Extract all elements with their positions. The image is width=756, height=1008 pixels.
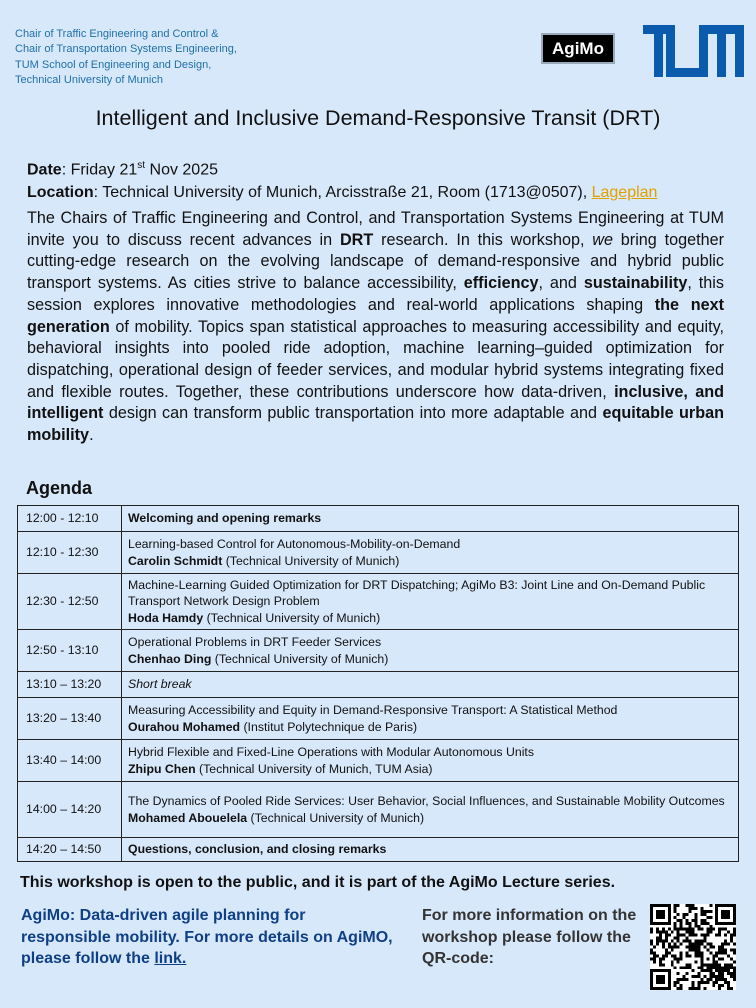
- date-line: [27, 154, 657, 181]
- agenda-session: [122, 782, 739, 838]
- agenda-table: [17, 505, 739, 862]
- intro-segment: , and: [538, 274, 584, 293]
- speaker-name: Zhipu Chen: [128, 761, 196, 776]
- talk-title: Operational Problems in DRT Feeder Services: [128, 635, 382, 649]
- date-value: : Friday 21: [61, 161, 138, 179]
- tum-logo-shape: [643, 25, 744, 77]
- intro-segment: equitable urban mobility: [27, 404, 724, 445]
- agenda-row: [18, 782, 739, 838]
- agenda-session: [122, 740, 739, 782]
- chair-line: Technical University of Munich: [15, 73, 163, 86]
- intro-paragraph: [27, 208, 724, 447]
- agenda-session: [122, 574, 739, 630]
- agenda-row: [18, 740, 739, 782]
- intro-segment: sustainability: [583, 274, 688, 293]
- session-title: Welcoming and opening remarks: [128, 511, 322, 526]
- intro-segment: design can transform public transportation into more adaptable and: [103, 404, 603, 423]
- speaker-line: [128, 719, 732, 736]
- intro-segment: , this session explores innovative methodologies and real-world applications shaping: [27, 274, 724, 314]
- agenda-row: [18, 506, 739, 532]
- intro-segment: of mobility. Topics span statistical approaches to measuring accessibility and equity, behavioral insights into pooled ride adoption, machine learning–guided optimization for dispatching, operational design of feeder services, and modular hybrid systems integrating fixed and flexible routes. Together, these contributions underscore how data-driven,: [27, 317, 724, 401]
- date-label: Date: [27, 161, 62, 179]
- speaker-name: Hoda Hamdy: [128, 610, 204, 625]
- agenda-session: [122, 672, 739, 698]
- intro-segment: .: [89, 426, 94, 445]
- speaker-affiliation: (Technical University of Munich): [247, 810, 425, 825]
- talk-title: Measuring Accessibility and Equity in Demand-Responsive Transport: A Statistical Method: [128, 703, 618, 717]
- speaker-affiliation: (Technical University of Munich): [203, 610, 381, 625]
- intro-segment: DRT: [339, 230, 374, 249]
- intro-segment: The Chairs of Traffic Engineering and Control, and Transportation Systems Engineering at TUM invite you to discuss recent advances in: [27, 209, 724, 249]
- agenda-time: 12:10 - 12:30: [18, 532, 122, 574]
- qr-code[interactable]: [650, 904, 736, 990]
- agenda-time: 14:00 – 14:20: [18, 782, 122, 838]
- agenda-row: [18, 698, 739, 740]
- talk-title: Machine-Learning Guided Optimization for DRT Dispatching; AgiMo B3: Joint Line and On-Demand Public Transport Network Design Problem: [128, 577, 706, 609]
- speaker-name: Carolin Schmidt: [128, 553, 223, 568]
- chair-line: Chair of Transportation Systems Engineering,: [15, 43, 237, 56]
- agenda-session: [122, 532, 739, 574]
- speaker-affiliation: (Institut Polytechnique de Paris): [240, 719, 418, 734]
- agenda-session: [122, 838, 739, 862]
- speaker-line: [128, 651, 732, 668]
- speaker-line: [128, 553, 732, 570]
- agenda-time: 13:40 – 14:00: [18, 740, 122, 782]
- agenda-time: 12:00 - 12:10: [18, 506, 122, 532]
- talk-title: Hybrid Flexible and Fixed-Line Operations with Modular Autonomous Units: [128, 745, 534, 759]
- speaker-affiliation: (Technical University of Munich, TUM Asia): [195, 761, 433, 776]
- agenda-session: [122, 630, 739, 672]
- public-note: This workshop is open to the public, and it is part of the AgiMo Lecture series.: [20, 874, 616, 891]
- agenda-row: [18, 838, 739, 862]
- intro-segment: we: [592, 230, 613, 249]
- agenda-heading: Agenda: [26, 478, 93, 498]
- agenda-row: [18, 532, 739, 574]
- intro-segment: efficiency: [463, 274, 539, 293]
- speaker-name: Chenhao Ding: [128, 651, 212, 666]
- agenda-session: [122, 506, 739, 532]
- speaker-line: [128, 761, 732, 778]
- agenda-session: [122, 698, 739, 740]
- speaker-affiliation: (Technical University of Munich): [211, 651, 389, 666]
- date-month-year: Nov 2025: [145, 161, 218, 179]
- chair-affiliation: [15, 27, 237, 88]
- location-value: : Technical University of Munich, Arcisstraße 21, Room (1713@0507),: [93, 184, 592, 202]
- talk-title: Learning-based Control for Autonomous-Mobility-on-Demand: [128, 537, 461, 551]
- agimo-link[interactable]: link.: [154, 950, 187, 967]
- chair-line: TUM School of Engineering and Design,: [15, 58, 212, 71]
- talk-title: The Dynamics of Pooled Ride Services: User Behavior, Social Influences, and Sustainable Mobility Outcomes: [128, 794, 725, 808]
- agimo-info: [21, 905, 393, 970]
- intro-segment: inclusive, and intelligent: [27, 382, 724, 423]
- more-info-text: For more information on the workshop please follow the QR-code:: [422, 907, 637, 967]
- agenda-row: [18, 574, 739, 630]
- agenda-time: 12:30 - 12:50: [18, 574, 122, 630]
- speaker-name: Mohamed Abouelela: [128, 810, 248, 825]
- agenda-row: [18, 672, 739, 698]
- agenda-time: 12:50 - 13:10: [18, 630, 122, 672]
- agimo-info-text: AgiMo: Data-driven agile planning for responsible mobility. For more details on AgiMO, please follow the: [21, 907, 393, 967]
- tum-logo: [643, 25, 744, 77]
- speaker-line: [128, 610, 732, 627]
- agenda-row: [18, 630, 739, 672]
- agimo-logo: AgiMo: [541, 33, 615, 64]
- event-meta: [27, 154, 657, 204]
- speaker-name: Ourahou Mohamed: [128, 719, 241, 734]
- speaker-affiliation: (Technical University of Munich): [222, 553, 400, 568]
- intro-segment: research. In this workshop,: [373, 230, 593, 249]
- chair-line: Chair of Traffic Engineering and Control &: [15, 28, 219, 40]
- agenda-time: 13:20 – 13:40: [18, 698, 122, 740]
- agenda-time: 13:10 – 13:20: [18, 672, 122, 698]
- agenda-time: 14:20 – 14:50: [18, 838, 122, 862]
- intro-segment: bring together cutting-edge research on the evolving landscape of demand-responsive and hybrid public transport systems. As cities strive to balance accessibility,: [27, 230, 725, 293]
- page-title: Intelligent and Inclusive Demand-Responsive Transit (DRT): [95, 106, 661, 130]
- speaker-line: [128, 810, 732, 827]
- location-label: Location: [27, 184, 94, 202]
- session-title: Short break: [128, 677, 192, 692]
- lageplan-link[interactable]: Lageplan: [591, 184, 658, 202]
- session-title: Questions, conclusion, and closing remarks: [128, 842, 387, 857]
- intro-segment: the next generation: [27, 295, 724, 336]
- location-line: [27, 181, 657, 204]
- date-suffix: st: [137, 160, 146, 171]
